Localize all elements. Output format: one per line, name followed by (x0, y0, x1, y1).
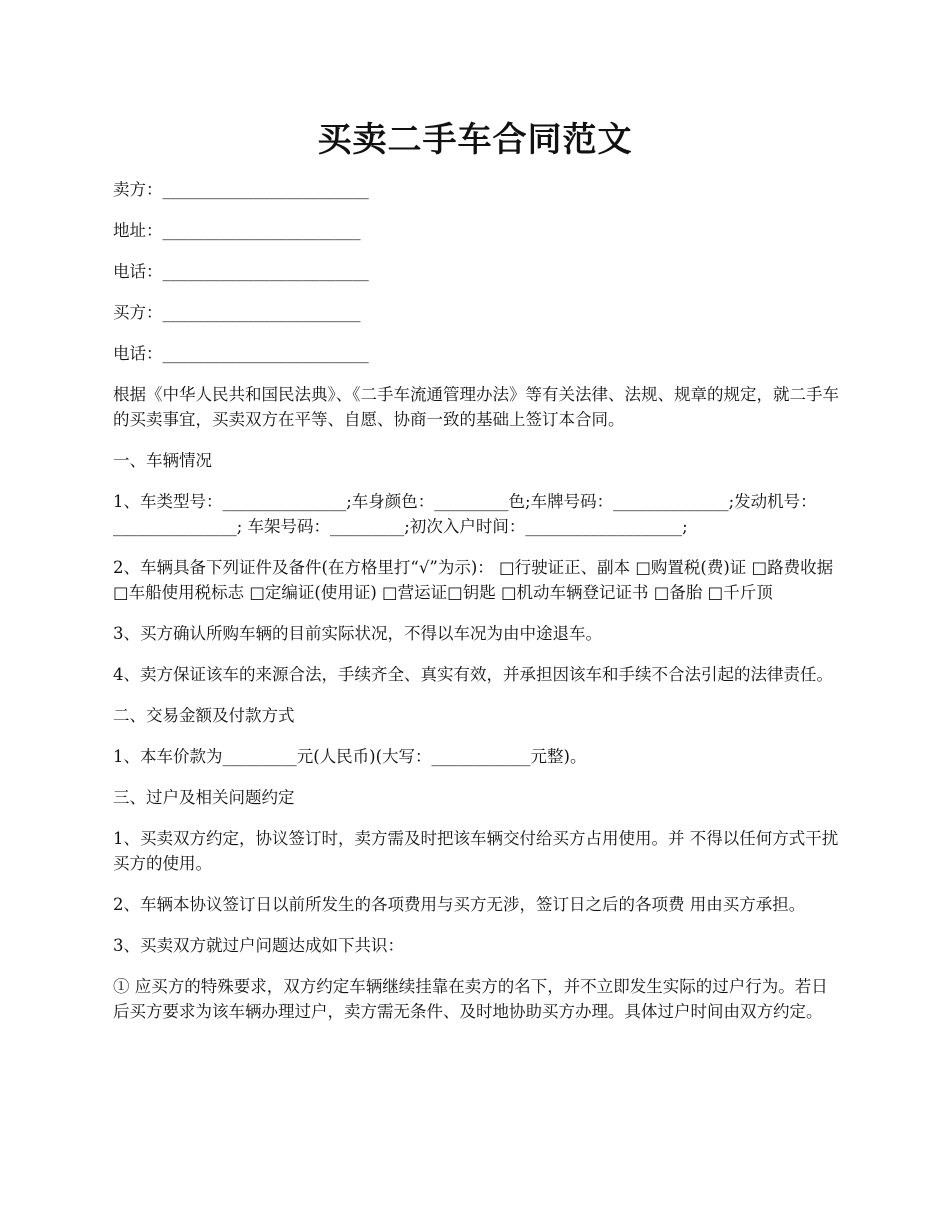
section-heading-vehicle: 一、车辆情况 (113, 451, 212, 470)
seller-phone-field: 电话：_________________________ (113, 262, 369, 281)
price-clause: 1、本车价款为_________元(人民币)(大写：____________元整)。 (113, 747, 587, 766)
section-heading-payment: 二、交易金额及付款方式 (113, 706, 295, 725)
preamble-paragraph: 根据《中华人民共和国民法典》、《二手车流通管理办法》等有关法律、法规、规章的规定，就二手车的买卖事宜，买卖双方在平等、自愿、协商一致的基础上签订本合同。 (113, 385, 839, 429)
document-title: 买卖二手车合同范文 (317, 120, 633, 160)
seller-name-field: 卖方：_________________________ (113, 180, 369, 199)
seller-address-field: 地址：________________________ (113, 221, 361, 240)
buyer-phone-field: 电话：_________________________ (113, 344, 369, 363)
buyer-name-field: 买方：________________________ (113, 303, 361, 322)
vehicle-details-clause: 1、车类型号：_______________;车身颜色：_________色;车牌号码：______________;发动机号：_______________; 车架号码：_________;初次入户时间：___________________; (113, 492, 817, 536)
document-body (113, 177, 841, 1040)
vehicle-condition-clause: 3、买方确认所购车辆的目前实际状况，不得以车况为由中途退车。 (113, 624, 602, 643)
delivery-clause: 1、买卖双方约定，协议签订时，卖方需及时把该车辆交付给买方占用使用。并 不得以任何方式干扰买方的使用。 (113, 829, 839, 873)
vehicle-documents-clause: 2、车辆具备下列证件及备件(在方格里打“√”为示)： □行驶证正、副本 □购置税(费)证 □路费收据 □车船使用税标志 □定编证(使用证) □营运证□钥匙 □机动车辆登记证书 □备胎 □千斤顶 (113, 558, 834, 602)
transfer-detail-clause: ① 应买方的特殊要求，双方约定车辆继续挂靠在卖方的名下，并不立即发生实际的过户行为。若日后买方要求为该车辆办理过户，卖方需无条件、及时地协助买方办理。具体过户时间由双方约定。 (113, 977, 828, 1021)
section-heading-transfer: 三、过户及相关问题约定 (113, 788, 295, 807)
seller-guarantee-clause: 4、卖方保证该车的来源合法，手续齐全、真实有效，并承担因该车和手续不合法引起的法律责任。 (113, 665, 833, 684)
transfer-consensus-clause: 3、买卖双方就过户问题达成如下共识： (113, 936, 404, 955)
expenses-clause: 2、车辆本协议签订日以前所发生的各项费用与买方无涉，签订日之后的各项费 用由买方承担。 (113, 895, 806, 914)
